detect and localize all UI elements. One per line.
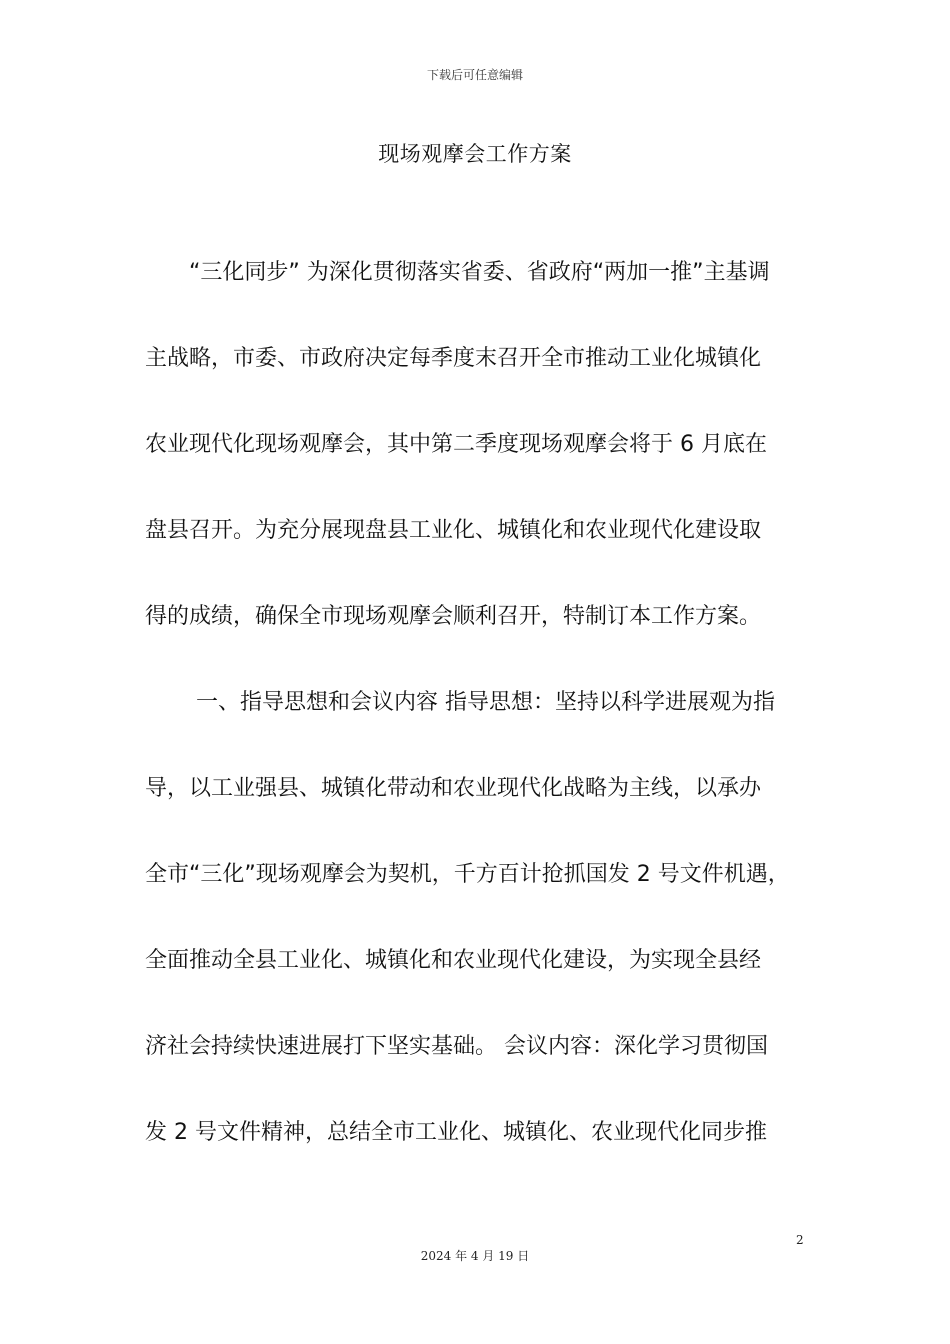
body-line: 全市“三化”现场观摩会为契机，千方百计抢抓国发 2 号文件机遇， xyxy=(145,862,790,887)
body-line: 得的成绩，确保全市现场观摩会顺利召开，特制订本工作方案。 xyxy=(145,604,762,629)
body-line: “三化同步” 为深化贯彻落实省委、省政府“两加一推”主基调 xyxy=(145,260,770,285)
body-line: 一、指导思想和会议内容 指导思想：坚持以科学进展观为指 xyxy=(145,690,775,715)
document-body xyxy=(145,247,825,1193)
body-line: 盘县召开。为充分展现盘县工业化、城镇化和农业现代化建设取 xyxy=(145,518,762,543)
body-line: 农业现代化现场观摩会，其中第二季度现场观摩会将于 6 月底在 xyxy=(145,432,767,457)
footer-date: 2024 年 4 月 19 日 xyxy=(420,1249,530,1263)
body-line: 济社会持续快速进展打下坚实基础。 会议内容：深化学习贯彻国 xyxy=(145,1034,768,1059)
page-number: 2 xyxy=(796,1233,804,1247)
body-line: 导，以工业强县、城镇化带动和农业现代化战略为主线，以承办 xyxy=(145,776,762,801)
body-line: 发 2 号文件精神，总结全市工业化、城镇化、农业现代化同步推 xyxy=(145,1120,767,1145)
document-title: 现场观摩会工作方案 xyxy=(378,142,572,166)
body-line: 全面推动全县工业化、城镇化和农业现代化建设，为实现全县经 xyxy=(145,948,762,973)
body-line: 主战略，市委、市政府决定每季度末召开全市推动工业化城镇化 xyxy=(145,346,762,371)
header-note: 下载后可任意编辑 xyxy=(426,68,523,82)
